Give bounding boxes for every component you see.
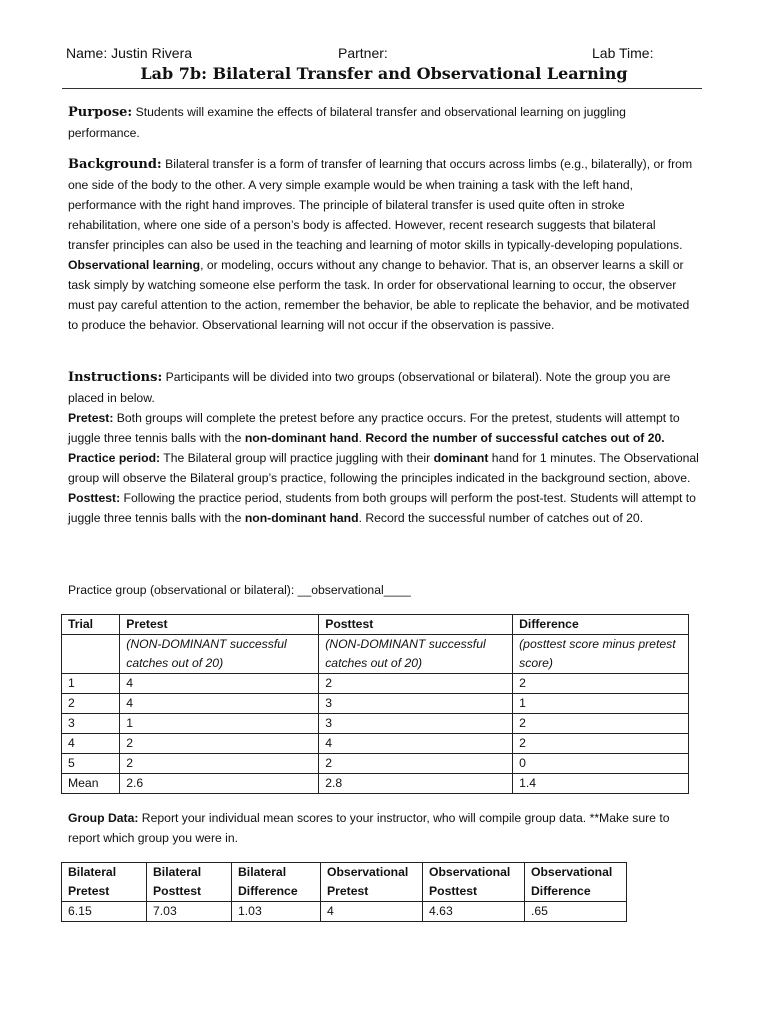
difference-cell: 1	[513, 694, 689, 714]
posttest-text: Following the practice period, students from both groups will perform the post-test. Students will attempt to juggle three tennis balls with the	[68, 491, 696, 525]
purpose-heading: Purpose:	[68, 105, 133, 120]
header-cell: Posttest	[319, 615, 513, 635]
header-cell: Trial	[62, 615, 120, 635]
group-value-cell: .65	[525, 902, 627, 922]
group-header-cell	[321, 863, 423, 902]
header-line-1: Observational	[429, 865, 511, 879]
observational-learning-term: Observational learning	[68, 258, 201, 272]
group-header-cell	[62, 863, 147, 902]
difference-cell: 2	[513, 714, 689, 734]
group-header-cell	[423, 863, 525, 902]
subheader-cell	[62, 635, 120, 674]
practice-text-2: hand for 1 minutes. The Observational group will observe the Bilateral group’s practice, following the principles indicated in the background section, above.	[68, 451, 699, 485]
group-data-heading: Group Data:	[68, 811, 139, 825]
difference-cell: 2	[513, 674, 689, 694]
partner-label: Partner:	[338, 45, 388, 61]
header-line-2: Pretest	[327, 884, 369, 898]
subheader-cell: (NON-DOMINANT successful catches out of 20)	[319, 635, 513, 674]
trial-cell: 1	[62, 674, 120, 694]
difference-cell: 0	[513, 754, 689, 774]
pretest-cell: 1	[120, 714, 319, 734]
background-section	[68, 154, 700, 335]
background-text-1: Bilateral transfer is a form of transfer of learning that occurs across limbs (e.g., bilaterally), or from one side of the body to the other. A very simple example would be when training a task with the left hand, performance with the right hand improves. The principle of bilateral transfer is used quite often in stroke rehabilitation, where one side of a person’s body is affected. However, recent research suggests that bilateral transfer principles can also be used in the teaching and learning of motor skills in typically-developing populations.	[68, 157, 693, 252]
group-header-row	[62, 863, 627, 902]
group-value-cell: 1.03	[232, 902, 321, 922]
group-header-cell	[232, 863, 321, 902]
group-header-cell	[147, 863, 232, 902]
table-subheader-row	[62, 635, 689, 674]
group-data-section	[68, 808, 700, 848]
header-line-2: Difference	[531, 884, 591, 898]
table-header-row	[62, 615, 689, 635]
trial-table	[61, 614, 689, 794]
group-value-row	[62, 902, 627, 922]
posttest-cell: 2	[319, 754, 513, 774]
instructions-section	[68, 367, 700, 528]
header-line-1: Bilateral	[153, 865, 202, 879]
instructions-heading: Instructions:	[68, 370, 163, 385]
posttest-cell: 3	[319, 714, 513, 734]
header-line-1: Bilateral	[68, 865, 117, 879]
group-header-cell	[525, 863, 627, 902]
pretest-cell: 4	[120, 694, 319, 714]
table-row-mean	[62, 774, 689, 794]
pretest-mean-cell: 2.6	[120, 774, 319, 794]
pretest-text-2: .	[358, 431, 366, 445]
header-cell: Pretest	[120, 615, 319, 635]
background-heading: Background:	[68, 157, 162, 172]
purpose-text: Students will examine the effects of bilateral transfer and observational learning on juggling performance.	[68, 105, 626, 140]
practice-text: The Bilateral group will practice juggling with their	[160, 451, 434, 465]
page-title: Lab 7b: Bilateral Transfer and Observational Learning	[140, 64, 628, 83]
group-value-cell: 7.03	[147, 902, 232, 922]
posttest-cell: 3	[319, 694, 513, 714]
header-line-1: Bilateral	[238, 865, 287, 879]
group-value-cell: 4	[321, 902, 423, 922]
posttest-cell: 4	[319, 734, 513, 754]
group-value-cell: 4.63	[423, 902, 525, 922]
group-data-text: Report your individual mean scores to your instructor, who will compile group data. **Make sure to report which group you were in.	[68, 811, 670, 845]
posttest-label: Posttest:	[68, 491, 121, 505]
header-line-2: Posttest	[429, 884, 478, 898]
mean-label-cell: Mean	[62, 774, 120, 794]
posttest-mean-cell: 2.8	[319, 774, 513, 794]
student-name: Name: Justin Rivera	[66, 45, 193, 61]
practice-bold: dominant	[433, 451, 489, 465]
group-value-cell: 6.15	[62, 902, 147, 922]
practice-label: Practice period:	[68, 451, 161, 465]
table-row	[62, 734, 689, 754]
instructions-text: Participants will be divided into two groups (observational or bilateral). Note the group you are placed in below.	[68, 370, 671, 405]
purpose-section	[68, 102, 700, 143]
header-line-1: Observational	[327, 865, 409, 879]
posttest-text-2: . Record the successful number of catches out of 20.	[358, 511, 644, 525]
header-line-2: Posttest	[153, 884, 202, 898]
title-divider	[62, 88, 702, 89]
pretest-bold-hand: non-dominant hand	[244, 431, 359, 445]
difference-mean-cell: 1.4	[513, 774, 689, 794]
practice-group-label: Practice group (observational or bilateral):	[68, 583, 298, 597]
header-line-2: Difference	[238, 884, 298, 898]
background-text-2: , or modeling, occurs without any change to behavior. That is, an observer learns a skill or task simply by watching someone else perform the task. In order for observational learning to occur, the observer must pay careful attention to the action, remember the behavior, be able to replicate the behavior, and be motivated to produce the behavior. Observational learning will not occur if the observation is passive.	[68, 258, 690, 332]
header-line-1: Observational	[531, 865, 613, 879]
trial-cell: 4	[62, 734, 120, 754]
pretest-label: Pretest:	[68, 411, 114, 425]
practice-group-line	[68, 580, 700, 600]
practice-group-value: __observational____	[297, 583, 411, 597]
pretest-cell: 2	[120, 754, 319, 774]
table-row	[62, 754, 689, 774]
subheader-cell: (NON-DOMINANT successful catches out of 20)	[120, 635, 319, 674]
header-line-2: Pretest	[68, 884, 110, 898]
trial-cell: 3	[62, 714, 120, 734]
pretest-bold-record: Record the number of successful catches out of 20.	[365, 431, 665, 445]
header-cell: Difference	[513, 615, 689, 635]
lab-time-label: Lab Time:	[592, 45, 654, 61]
subheader-cell: (posttest score minus pretest score)	[513, 635, 689, 674]
table-row	[62, 674, 689, 694]
trial-cell: 5	[62, 754, 120, 774]
pretest-cell: 2	[120, 734, 319, 754]
posttest-cell: 2	[319, 674, 513, 694]
difference-cell: 2	[513, 734, 689, 754]
pretest-cell: 4	[120, 674, 319, 694]
table-row	[62, 714, 689, 734]
table-row	[62, 694, 689, 714]
trial-cell: 2	[62, 694, 120, 714]
group-table	[61, 862, 627, 922]
pretest-text: Both groups will complete the pretest before any practice occurs. For the pretest, students will attempt to juggle three tennis balls with the	[68, 411, 680, 445]
posttest-bold-hand: non-dominant hand	[244, 511, 359, 525]
